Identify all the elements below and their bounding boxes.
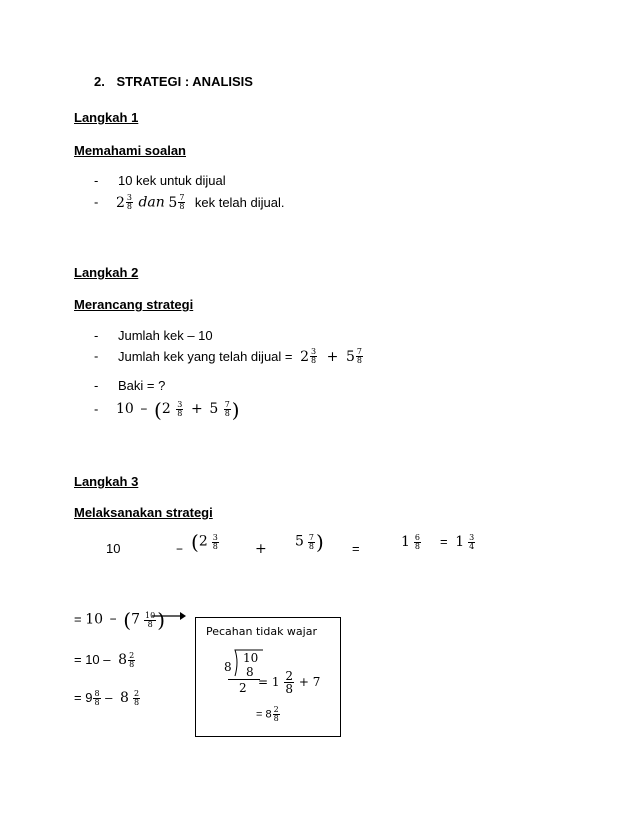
mixed-number-2-3-8: 2 $\frac{3}{8}$ (300, 347, 317, 365)
dividend: 10 (243, 651, 259, 665)
minus-sign: – (140, 401, 148, 418)
section-title: STRATEGI : ANALISIS (116, 74, 253, 89)
eq-ten: 10 (106, 541, 121, 556)
divisor: 8 (224, 660, 232, 674)
bullet-dash: - (94, 194, 99, 210)
mixed-number-2-3-8: 2 $\frac{3}{8}$ (115, 193, 132, 211)
step2-subtitle: Merancang strategi (74, 297, 194, 312)
step2-bullet-1 (94, 328, 213, 343)
step3-title: Langkah 3 (74, 474, 139, 489)
step2-bullet-2 (94, 348, 364, 365)
mixed-number-5-7-8: 5 $\frac{7}{8}$ (209, 399, 230, 418)
bullet-text: Jumlah kek – 10 (117, 328, 213, 343)
division-line (228, 679, 260, 680)
mixed-number-2-3-8: 2 $\frac{3}{8}$ (161, 399, 183, 418)
eq-equals: = (352, 541, 360, 556)
plus-sign: + (190, 401, 203, 418)
step1-subtitle: Memahami soalan (74, 143, 186, 158)
bullet-dash: - (94, 348, 99, 364)
eq-term-5-7-8: 5 $\frac{7}{8}$ ) (295, 530, 324, 554)
arrow-right-icon (152, 610, 186, 622)
box-title: Pecahan tidak wajar (206, 625, 317, 638)
step1-title: Langkah 1 (74, 110, 139, 125)
step1-bullet-1 (94, 173, 226, 188)
step2-bullet-3 (94, 378, 165, 393)
section-heading (94, 74, 253, 89)
eq-term-2-3-8: (2 $\frac{3}{8}$ (191, 530, 218, 554)
bullet-dash: - (94, 378, 99, 393)
dan-word: dan (138, 194, 165, 211)
mixed-number-5-7-8: 5 $\frac{7}{8}$ (168, 193, 185, 211)
bullet-text: Baki = ? (117, 378, 166, 393)
box-final-result: = 8 $\frac{2}{8}$ (256, 705, 279, 723)
working-line-2: = 10 – 8 $\frac{2}{8}$ (74, 651, 135, 670)
bullet-text: kek telah dijual. (194, 194, 285, 210)
subtracted: 8 (246, 665, 254, 679)
eq-result-1-6-8: 1 $\frac{6}{8}$ (401, 533, 421, 552)
section-number: 2. (94, 74, 105, 89)
bullet-dash: - (94, 401, 99, 417)
bullet-text: Jumlah kek yang telah dijual = (117, 348, 293, 364)
step3-subtitle: Melaksanakan strategi (74, 505, 213, 520)
division-result: = 1 $\frac{2}{8}$ + 7 (258, 669, 321, 696)
bullet-text: 10 kek untuk dijual (117, 173, 226, 188)
bullet-dash: - (94, 328, 99, 343)
eq-minus: – (176, 541, 183, 557)
step2-title: Langkah 2 (74, 265, 139, 280)
working-line-1: = 10 – (7 $\frac{10}{8}$ ) (74, 608, 166, 632)
working-line-3: = 9 $\frac{8}{8}$ – 8 $\frac{2}{8}$ (74, 689, 140, 708)
step1-bullet-2 (94, 194, 284, 211)
bullet-dash: - (94, 173, 99, 188)
eq-result-1-3-4: = 1 $\frac{3}{4}$ (440, 533, 475, 552)
expression-ten: 10 (115, 401, 134, 418)
mixed-number-5-7-8: 5 $\frac{7}{8}$ (345, 347, 362, 365)
remainder: 2 (239, 681, 247, 695)
eq-plus: + (255, 541, 267, 557)
step2-bullet-4: - 10 – (2 $\frac{3}{8}$ + 5 $\frac{7}{8}$ ) (94, 398, 240, 422)
plus-sign: + (326, 348, 339, 365)
